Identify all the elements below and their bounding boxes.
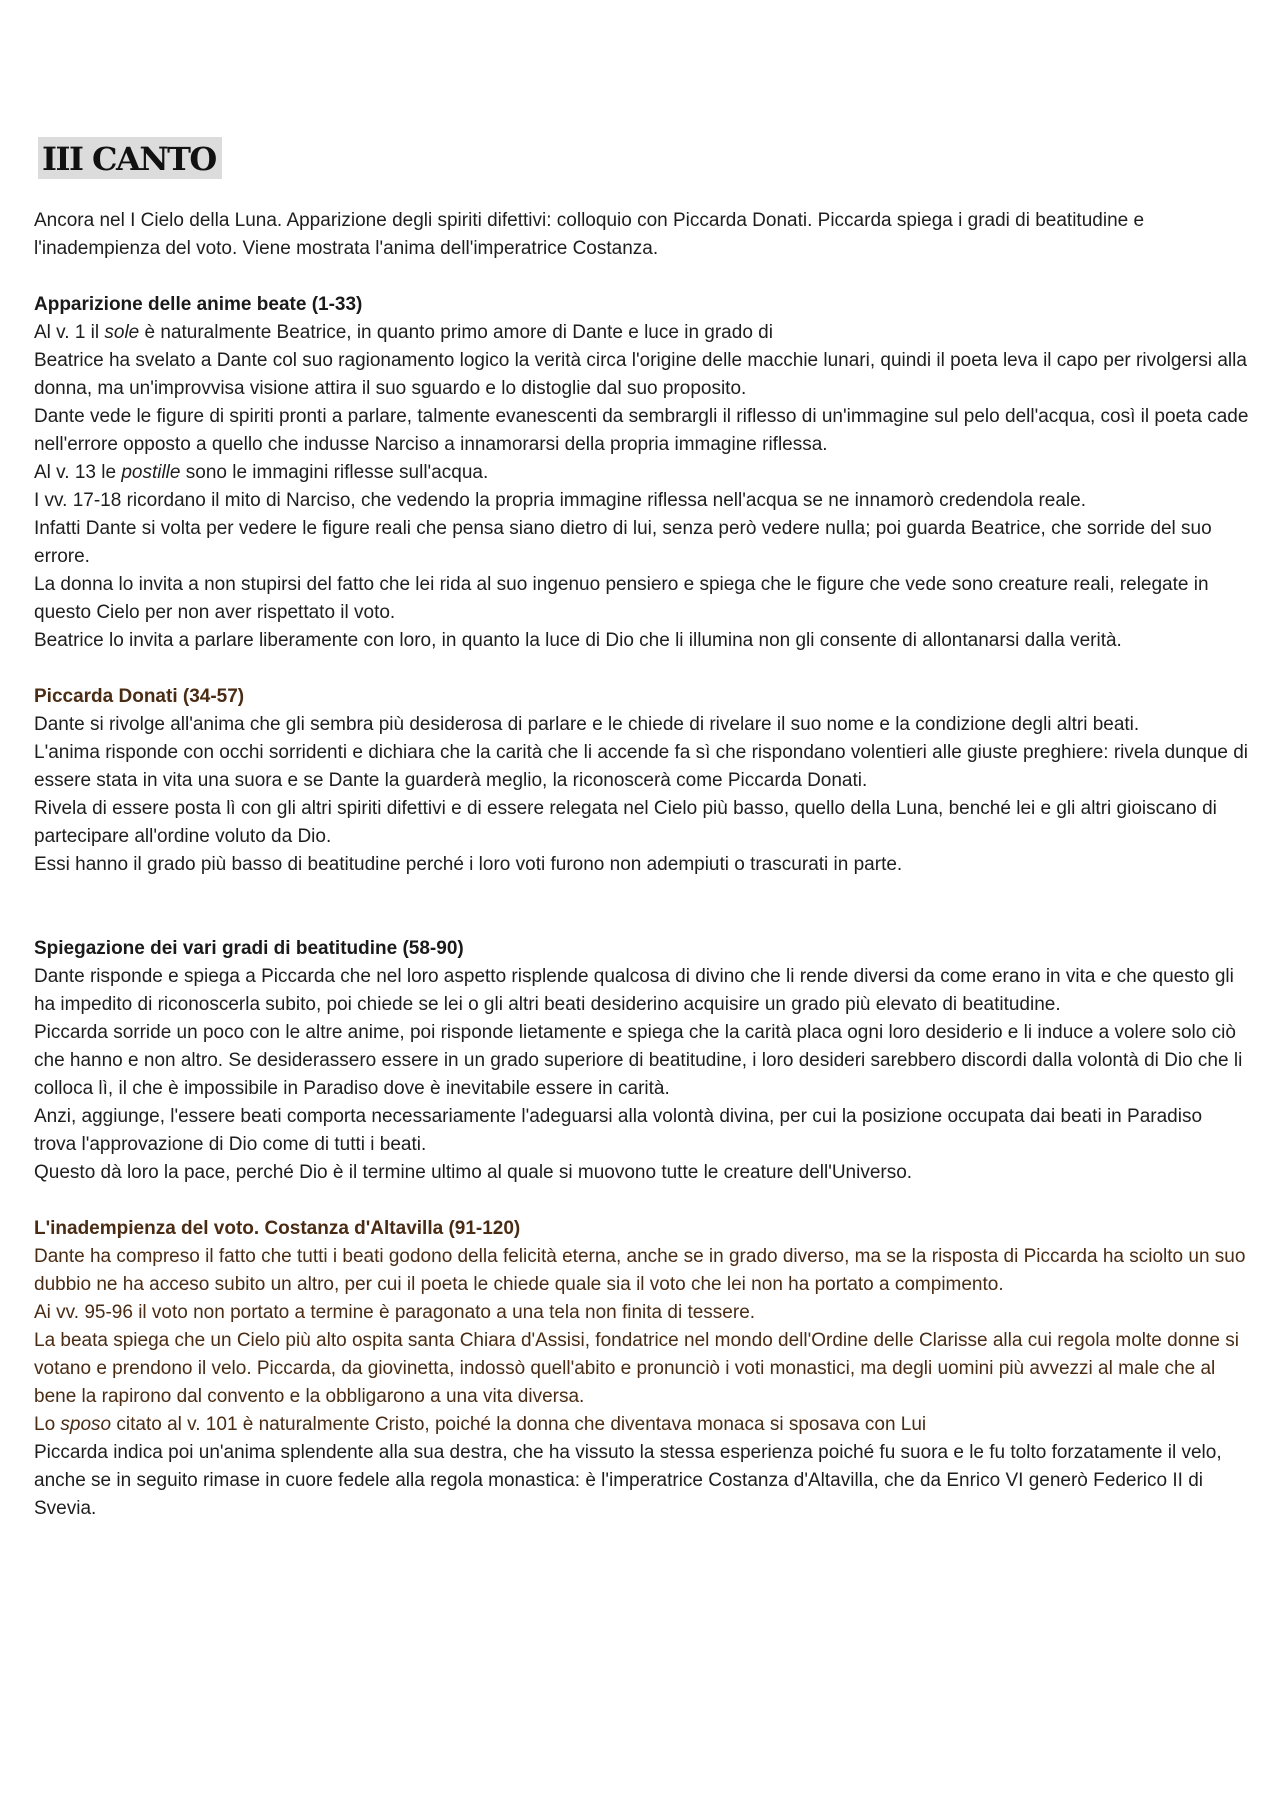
text-run: Lo	[34, 1414, 61, 1435]
paragraph: Anzi, aggiunge, l'essere beati comporta necessariamente l'adeguarsi alla volontà divina, per cui la posizione occupata dai beati in Paradiso trova l'approvazione di Dio come di tutti i beati.	[34, 1106, 1203, 1155]
section-heading: Piccarda Donati (34-57)	[34, 686, 245, 707]
document-body	[34, 207, 1249, 1551]
section-piccarda	[34, 683, 1249, 879]
text-run: Al v. 1 il	[34, 322, 105, 343]
paragraph: Beatrice lo invita a parlare liberamente con loro, in quanto la luce di Dio che li illumina non gli consente di allontanarsi dalla verità.	[34, 630, 1122, 651]
paragraph: I vv. 17-18 ricordano il mito di Narciso, che vedendo la propria immagine riflessa nell'acqua se ne innamorò credendola reale.	[34, 490, 1086, 511]
intro-paragraph: Ancora nel I Cielo della Luna. Apparizione degli spiriti difettivi: colloquio con Piccarda Donati. Piccarda spiega i gradi di beatitudine e l'inadempienza del voto. Viene mostrata l'anima dell'imperatrice Costanza.	[34, 210, 1145, 259]
paragraph: L'anima risponde con occhi sorridenti e dichiara che la carità che li accende fa sì che rispondano volentieri alle giuste preghiere: rivela dunque di essere stata in vita una suora e se Dante la guarderà meglio, la riconoscerà come Piccarda Donati.	[34, 742, 1249, 791]
section-apparizione	[34, 291, 1249, 655]
section-gradi-beatitudine	[34, 935, 1249, 1187]
paragraph: Dante ha compreso il fatto che tutti i beati godono della felicità eterna, anche se in grado diverso, ma se la risposta di Piccarda ha sciolto un suo dubbio ne ha acceso subito un altro, per cui il poeta le chiede quale sia il voto che lei non ha portato a compimento.	[34, 1246, 1246, 1295]
paragraph: Dante si rivolge all'anima che gli sembra più desiderosa di parlare e le chiede di rivelare il suo nome e la condizione degli altri beati.	[34, 714, 1140, 735]
paragraph: La beata spiega che un Cielo più alto ospita santa Chiara d'Assisi, fondatrice nel mondo dell'Ordine delle Clarisse alla cui regola molte donne si votano e prendono il velo. Piccarda, da giovinetta, indossò quell'abito e pronunciò i voti monastici, ma degli uomini più avvezzi al male che al bene la rapirono dal convento e la obbligarono a una vita diversa.	[34, 1330, 1239, 1407]
paragraph: Beatrice ha svelato a Dante col suo ragionamento logico la verità circa l'origine delle macchie lunari, quindi il poeta leva il capo per rivolgersi alla donna, ma un'improvvisa visione attira il suo sguardo e lo distoglie dal suo proposito.	[34, 350, 1247, 399]
italic-term: sposo	[60, 1414, 112, 1435]
paragraph	[34, 1411, 1249, 1439]
paragraph: La donna lo invita a non stupirsi del fatto che lei rida al suo ingenuo pensiero e spiega che le figure che vede sono creature reali, relegate in questo Cielo per non aver rispettato il voto.	[34, 574, 1209, 623]
section-heading: L'inadempienza del voto. Costanza d'Altavilla (91-120)	[34, 1218, 521, 1239]
section-heading: Apparizione delle anime beate (1-33)	[34, 294, 363, 315]
paragraph: Piccarda sorride un poco con le altre anime, poi risponde lietamente e spiega che la carità placa ogni loro desiderio e li induce a volere solo ciò che hanno e non altro. Se desiderassero essere in un grado superiore di beatitudine, i loro desideri sarebbero discordi dalla volontà di Dio che li colloca lì, il che è impossibile in Paradiso dove è inevitabile essere in carità.	[34, 1022, 1243, 1099]
paragraph: Questo dà loro la pace, perché Dio è il termine ultimo al quale si muovono tutte le creature dell'Universo.	[34, 1162, 913, 1183]
text-run: citato al v. 101 è naturalmente Cristo, poiché la donna che diventava monaca si sposava con Lui	[111, 1414, 927, 1435]
section-inadempienza	[34, 1215, 1249, 1523]
paragraph	[34, 459, 1249, 487]
paragraph: Infatti Dante si volta per vedere le figure reali che pensa siano dietro di lui, senza però vedere nulla; poi guarda Beatrice, che sorride del suo errore.	[34, 518, 1212, 567]
italic-term: sole	[104, 322, 140, 343]
italic-term: postille	[121, 462, 181, 483]
paragraph: Piccarda indica poi un'anima splendente alla sua destra, che ha vissuto la stessa esperienza poiché fu suora e le fu tolto forzatamente il velo, anche se in seguito rimase in cuore fedele alla regola monastica: è l'imperatrice Costanza d'Altavilla, che da Enrico VI generò Federico II di Svevia.	[34, 1442, 1222, 1519]
paragraph: Dante vede le figure di spiriti pronti a parlare, talmente evanescenti da sembrargli il riflesso di un'immagine sul pelo dell'acqua, così il poeta cade nell'errore opposto a quello che indusse Narciso a innamorarsi della propria immagine riflessa.	[34, 406, 1249, 455]
page-title: III CANTO	[38, 137, 222, 179]
paragraph: Ai vv. 95-96 il voto non portato a termine è paragonato a una tela non finita di tessere.	[34, 1302, 756, 1323]
text-run: è naturalmente Beatrice, in quanto primo amore di Dante e luce in grado di	[139, 322, 773, 343]
text-run: sono le immagini riflesse sull'acqua.	[180, 462, 489, 483]
paragraph: Essi hanno il grado più basso di beatitudine perché i loro voti furono non adempiuti o trascurati in parte.	[34, 854, 903, 875]
paragraph: Dante risponde e spiega a Piccarda che nel loro aspetto risplende qualcosa di divino che li rende diversi da come erano in vita e che questo gli ha impedito di riconoscerla subito, poi chiede se lei o gli altri beati desiderino acquisire un grado più elevato di beatitudine.	[34, 966, 1234, 1015]
text-run: Al v. 13 le	[34, 462, 122, 483]
section-heading: Spiegazione dei vari gradi di beatitudine (58-90)	[34, 938, 464, 959]
paragraph	[34, 319, 1249, 347]
paragraph: Rivela di essere posta lì con gli altri spiriti difettivi e di essere relegata nel Cielo più basso, quello della Luna, benché lei e gli altri gioiscano di partecipare all'ordine voluto da Dio.	[34, 798, 1217, 847]
title-block	[38, 137, 222, 179]
